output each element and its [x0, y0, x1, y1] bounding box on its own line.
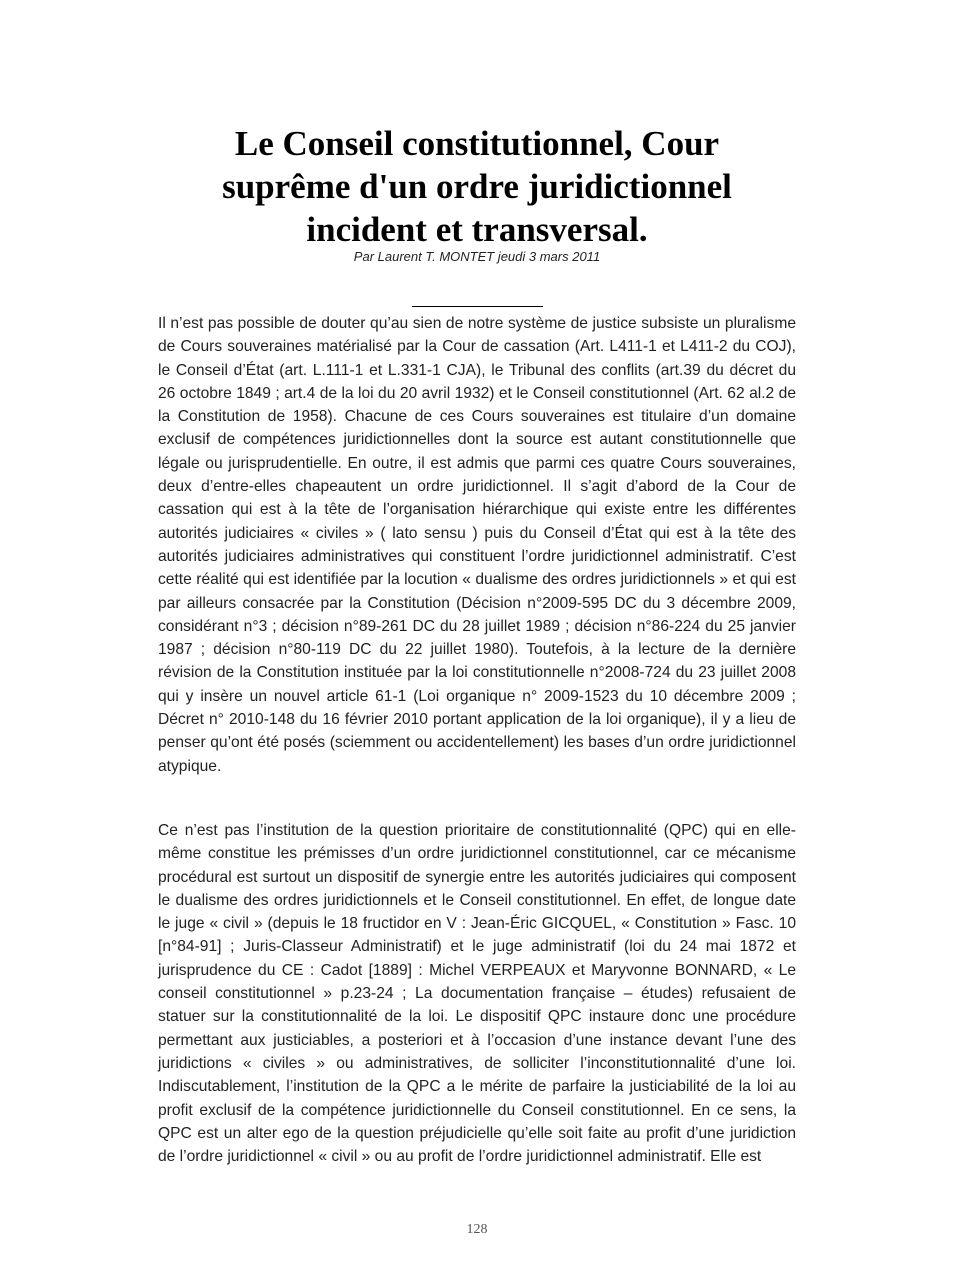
separator-rule [412, 306, 543, 307]
title-line: Le Conseil constitutionnel, Cour [234, 124, 720, 163]
article-byline: Par Laurent T. MONTET jeudi 3 mars 2011 [353, 249, 601, 264]
article-body-paragraph-1 [158, 312, 796, 778]
paragraph: Ce n’est pas l’institution de la question prioritaire de constitutionnalité (QPC) qui en elle-même constitue les prémisses d’un ordre juridictionnel constitutionnel, car ce mécanisme procédural est surtout un dispositif de synergie entre les autorités judiciaires qui composent le dualisme des ordres juridictionnels et le Conseil constitutionnel. En effet, de longue date le juge « civil » (depuis le 18 fructidor en V : Jean-Éric GICQUEL, « Constitution » Fasc. 10 [n°84-91] ; Juris-Classeur Administratif) et le juge administratif (loi du 24 mai 1872 et jurisprudence du CE : Cadot [1889] : Michel VERPEAUX et Maryvonne BONNARD, « Le conseil constitutionnel » p.23-24 ; La documentation française – études) refusaient de statuer sur la constitutionnalité de la loi. Le dispositif QPC instaure donc une procédure permettant aux justiciables, a posteriori et à l’occasion d’une instance devant l’une des juridictions « civiles » ou administratives, de solliciter l’inconstitutionnalité d’une loi. Indiscutablement, l’institution de la QPC a le mérite de parfaire la justiciabilité de la loi au profit exclusif de la compétence juridictionnelle du Conseil constitutionnel. En ce sens, la QPC est un alter ego de la question préjudicielle qu’elle soit faite au profit d’une juridiction de l’ordre juridictionnel « civil » ou au profit de l’ordre juridictionnel administratif. Elle est [158, 822, 796, 1166]
page-number: 128 [466, 1222, 488, 1237]
title-line: incident et transversal. [306, 210, 648, 249]
article-title [160, 122, 794, 251]
article-body-paragraph-2 [158, 819, 796, 1168]
title-line: suprême d'un ordre juridictionnel [222, 167, 732, 206]
paragraph: Il n’est pas possible de douter qu’au sien de notre système de justice subsiste un pluralisme de Cours souveraines matérialisé par la Cour de cassation (Art. L411-1 et L411-2 du COJ), le Conseil d’État (art. L.111-1 et L.331-1 CJA), le Tribunal des conflits (art.39 du décret du 26 octobre 1849 ; art.4 de la loi du 20 avril 1932) et le Conseil constitutionnel (Art. 62 al.2 de la Constitution de 1958). Chacune de ces Cours souveraines est titulaire d’un domaine exclusif de compétences juridictionnelles dont la source est autant constitutionnelle que légale ou jurisprudentielle. En outre, il est admis que parmi ces quatre Cours souveraines, deux d’entre-elles chapeautent un ordre juridictionnel. Il s’agit d’abord de la Cour de cassation qui est à la tête de l’organisation hiérarchique qui existe entre les différentes autorités judiciaires « civiles » ( lato sensu ) puis du Conseil d’État qui est à la tête des autorités judiciaires administratives qui constituent l’ordre juridictionnel administratif. C’est cette réalité qui est identifiée par la locution « dualisme des ordres juridictionnels » et qui est par ailleurs consacrée par la Constitution (Décision n°2009-595 DC du 3 décembre 2009, considérant n°3 ; décision n°89-261 DC du 28 juillet 1989 ; décision n°86-224 du 25 janvier 1987 ; décision n°80-119 DC du 22 juillet 1980). Toutefois, à la lecture de la dernière révision de la Constitution instituée par la loi constitutionnelle n°2008-724 du 23 juillet 2008 qui y insère un nouvel article 61-1 (Loi organique n° 2009-1523 du 10 décembre 2009 ; Décret n° 2010-148 du 16 février 2010 portant application de la loi organique), il y a lieu de penser qu’ont été posés (sciemment ou accidentellement) les bases d’un ordre juridictionnel atypique. [158, 315, 796, 775]
